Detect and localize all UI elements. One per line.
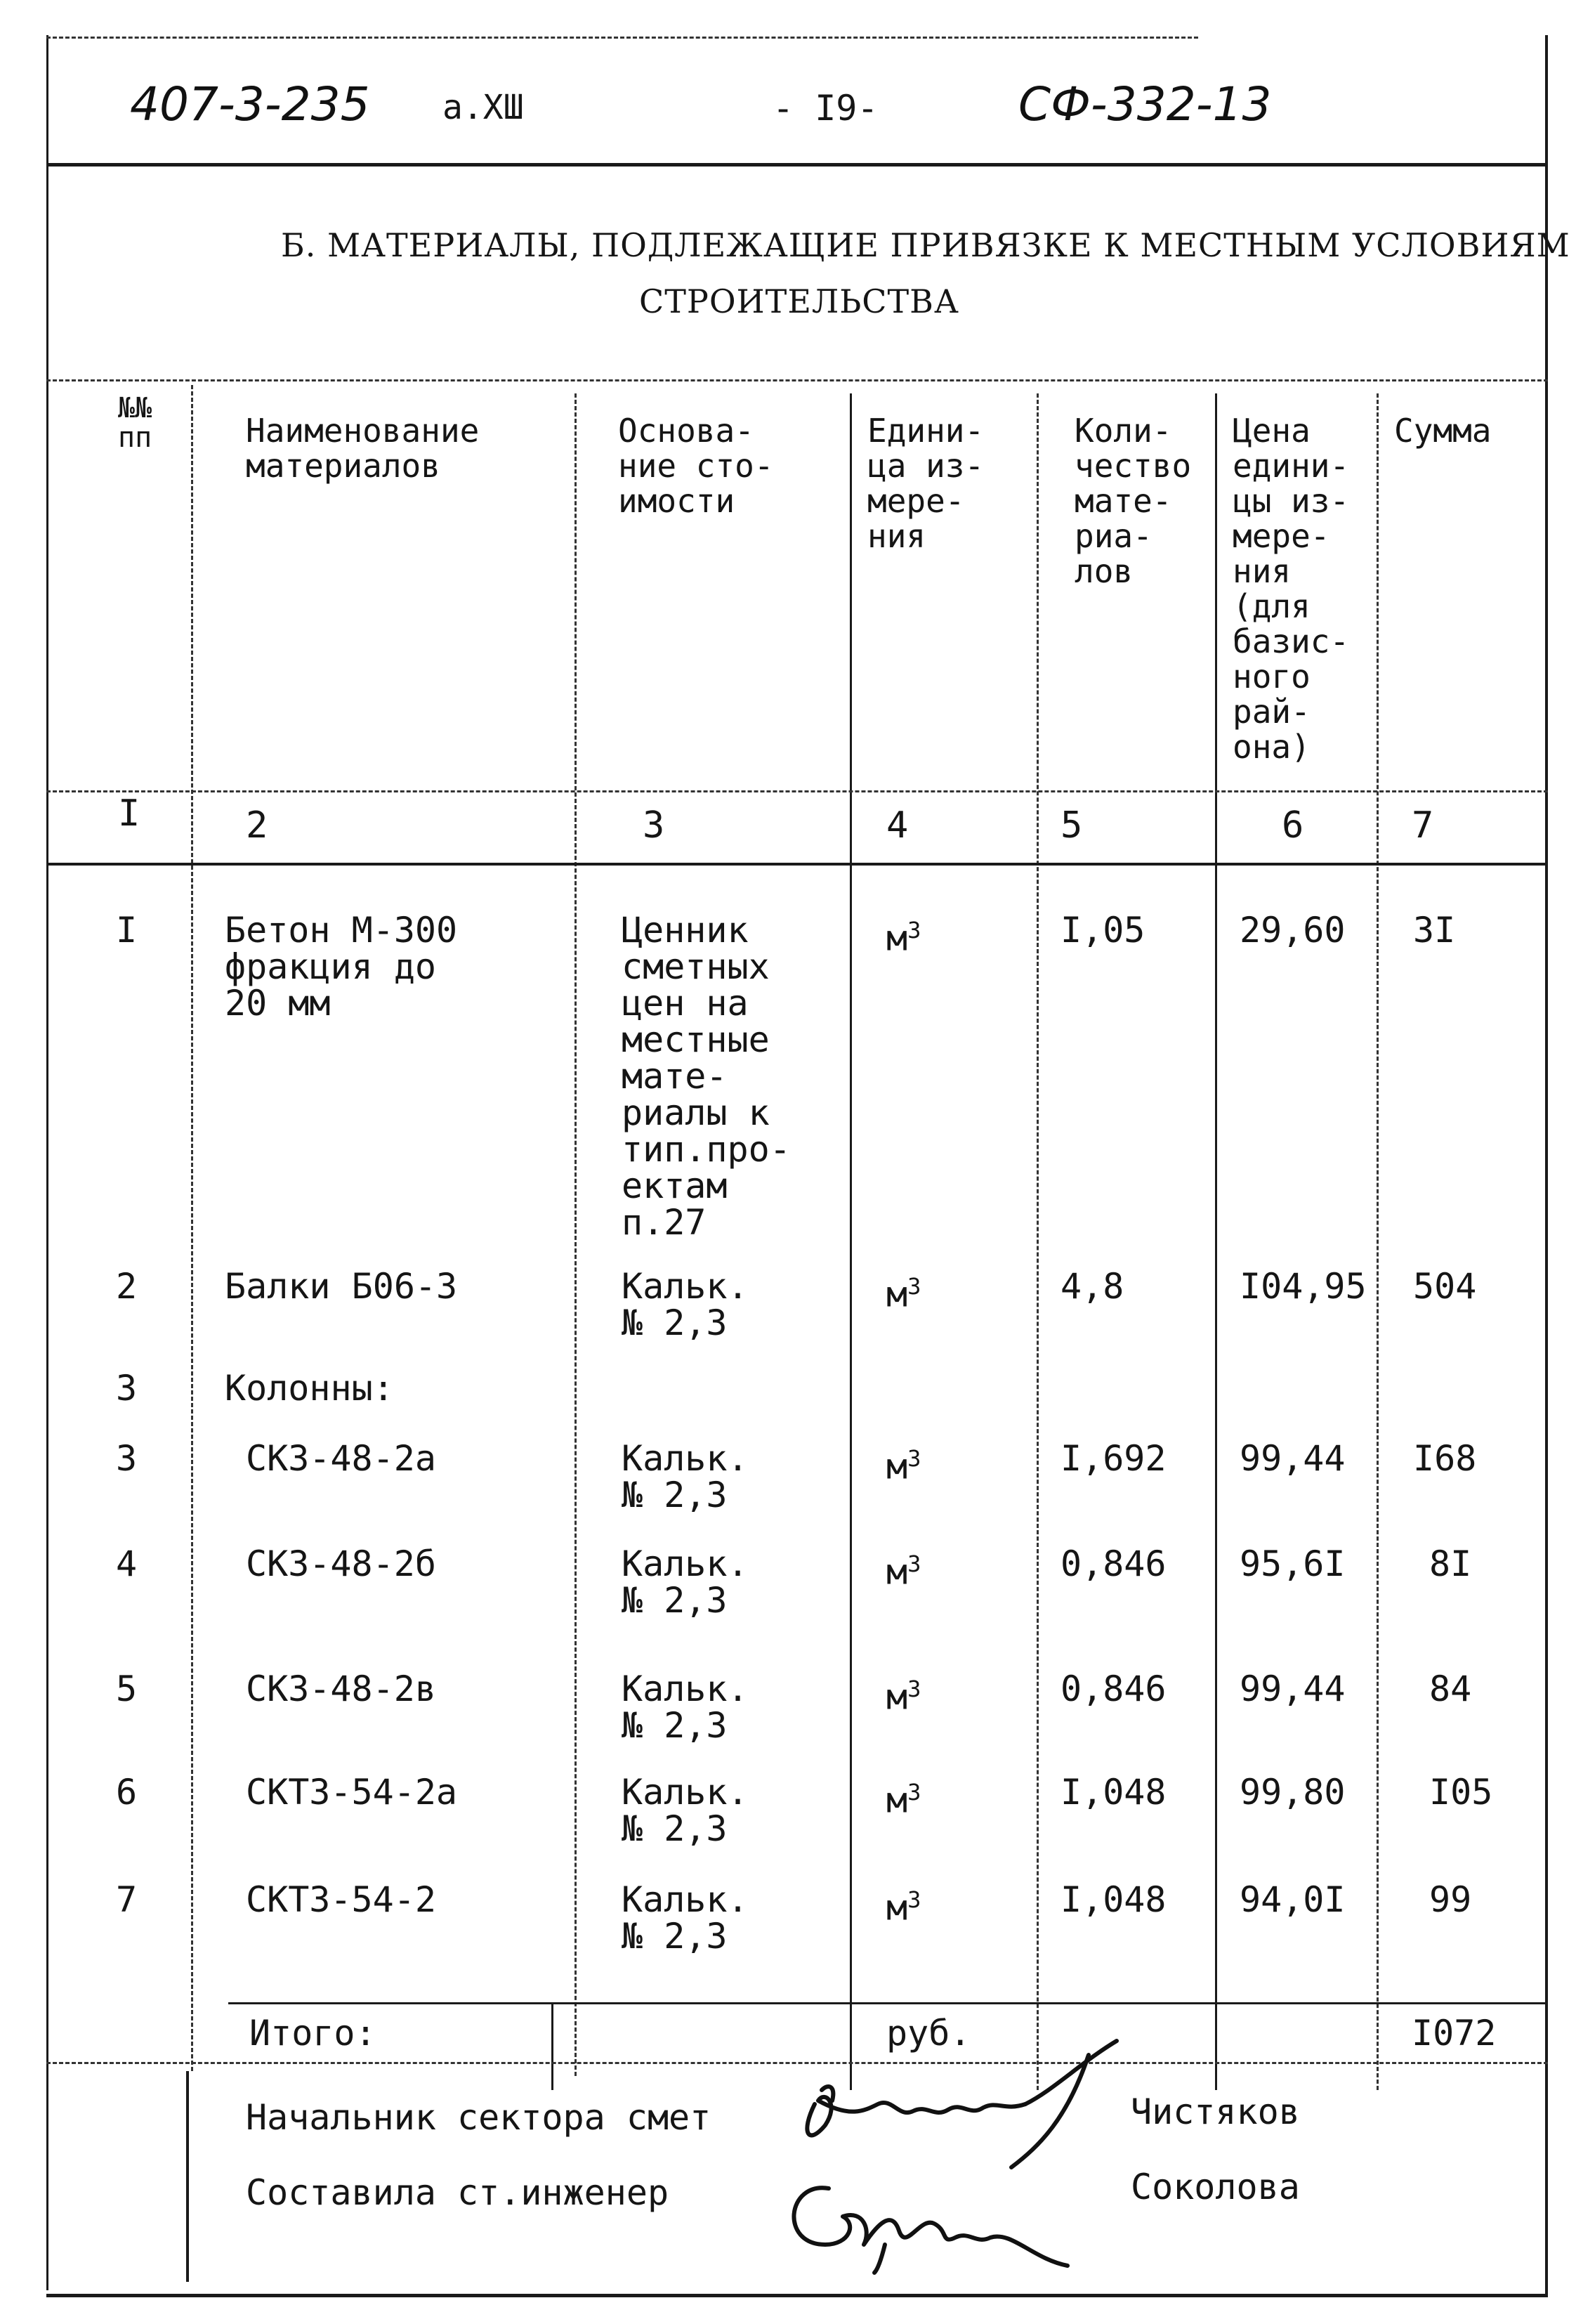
section-title-line2: СТРОИТЕЛЬСТВА [639, 282, 959, 320]
col-header-price: Цена едини- цы из- мере- ния (для базис- ного рай- она) [1233, 412, 1350, 766]
col-divider-1 [191, 385, 193, 2071]
row-unit-text: м [886, 918, 908, 959]
signature-role-1: Начальник сектора смет [246, 2097, 711, 2138]
col-number-6: 6 [1282, 804, 1304, 847]
unit-exponent: 3 [907, 1779, 921, 1806]
col-divider-3 [850, 393, 852, 2090]
row-no: 6 [116, 1772, 138, 1813]
row-unit [886, 912, 921, 957]
row-sum: 84 [1429, 1669, 1472, 1709]
col-divider-4 [1037, 393, 1039, 2090]
row-unit-text: м [886, 1274, 908, 1315]
unit-exponent: 3 [907, 1445, 921, 1472]
row-unit [886, 1546, 921, 1591]
row-unit [886, 1268, 921, 1313]
col-number-5: 5 [1060, 804, 1083, 847]
col-header-unit: Едини- ца из- мере- ния [867, 412, 985, 555]
row-unit [886, 1440, 921, 1485]
frame-left [46, 35, 48, 2290]
col-divider-6 [1377, 393, 1379, 2090]
row-unit-text: м [886, 1887, 908, 1928]
col-number-4: 4 [886, 804, 909, 847]
page-number: - I9- [773, 88, 879, 129]
row-price: I04,95 [1240, 1266, 1367, 1307]
col-header-no: №№ пп [118, 392, 152, 454]
row-basis: Кальк. № 2,3 [622, 1438, 749, 1515]
row-no: 3 [116, 1438, 138, 1479]
row-price: 29,60 [1240, 910, 1346, 951]
row-qty: I,048 [1060, 1879, 1167, 1920]
row-unit [886, 1671, 921, 1716]
row-unit-text: м [886, 1551, 908, 1593]
frame-bottom [46, 2294, 1548, 2297]
row-unit [886, 1881, 921, 1926]
row-no: 2 [116, 1266, 138, 1307]
frame-top [46, 37, 1198, 39]
colnum-bottom-rule [46, 863, 1548, 866]
row-unit [886, 1774, 921, 1819]
header-rule [46, 163, 1548, 167]
row-name: СКЗ-48-2а [246, 1438, 436, 1479]
row-price: 99,80 [1240, 1772, 1346, 1813]
row-qty: 4,8 [1060, 1266, 1124, 1307]
col-divider-1b [186, 2071, 189, 2282]
col-number-1: I [118, 792, 140, 835]
row-name: Колонны: [225, 1368, 394, 1409]
row-sum: 8I [1429, 1543, 1472, 1584]
row-qty: 0,846 [1060, 1543, 1167, 1584]
row-basis: Ценник сметных цен на местные мате- риалы к тип.про- ектам п.27 [622, 910, 791, 1243]
row-no: 7 [116, 1879, 138, 1920]
row-basis: Кальк. № 2,3 [622, 1266, 749, 1343]
header-bottom-rule [46, 790, 1548, 792]
row-sum: I05 [1429, 1772, 1493, 1813]
signature-role-2: Составила ст.инженер [246, 2172, 669, 2213]
row-unit-text: м [886, 1780, 908, 1821]
unit-exponent: 3 [907, 1551, 921, 1577]
row-basis: Кальк. № 2,3 [622, 1543, 749, 1621]
row-price: 94,0I [1240, 1879, 1346, 1920]
row-name: СКТЗ-54-2а [246, 1772, 458, 1813]
col-number-3: 3 [643, 804, 665, 847]
row-name: Балки Б06-3 [225, 1266, 458, 1307]
col-header-sum: Сумма [1394, 412, 1492, 450]
row-price: 99,44 [1240, 1438, 1346, 1479]
project-code: 407-3-235 [130, 77, 370, 131]
row-sum: 3I [1413, 910, 1456, 951]
signature-name-2: Соколова [1131, 2167, 1300, 2207]
row-basis: Кальк. № 2,3 [622, 1772, 749, 1849]
col-header-qty: Коли- чество мате- риа- лов [1075, 412, 1192, 590]
row-price: 95,6I [1240, 1543, 1346, 1584]
row-unit-text: м [886, 1676, 908, 1718]
total-sum: I072 [1412, 2013, 1497, 2054]
row-qty: I,692 [1060, 1438, 1167, 1479]
row-name: Бетон М-300 фракция до 20 мм [225, 910, 458, 1024]
row-no: I [116, 910, 138, 951]
row-basis: Кальк. № 2,3 [622, 1879, 749, 1957]
frame-right [1545, 35, 1548, 2297]
row-qty: I,048 [1060, 1772, 1167, 1813]
row-unit-text: м [886, 1446, 908, 1487]
col-header-basis: Основа- ние сто- имости [618, 412, 774, 520]
total-label: Итого: [249, 2013, 376, 2054]
col-divider-2 [574, 393, 577, 2076]
row-basis: Кальк. № 2,3 [622, 1669, 749, 1746]
unit-exponent: 3 [907, 917, 921, 944]
row-sum: I68 [1413, 1438, 1477, 1479]
row-price: 99,44 [1240, 1669, 1346, 1709]
unit-exponent: 3 [907, 1273, 921, 1300]
col-divider-2b [551, 2002, 553, 2090]
unit-exponent: 3 [907, 1886, 921, 1913]
total-unit: руб. [886, 2013, 971, 2054]
unit-exponent: 3 [907, 1676, 921, 1702]
row-name: СКЗ-48-2в [246, 1669, 436, 1709]
total-top-rule [228, 2002, 1548, 2004]
row-sum: 99 [1429, 1879, 1472, 1920]
handwritten-signatures [759, 2034, 1124, 2276]
row-qty: I,05 [1060, 910, 1145, 951]
title-rule [46, 379, 1548, 381]
row-name: СКЗ-48-2б [246, 1543, 436, 1584]
row-no: 5 [116, 1669, 138, 1709]
col-header-name: Наименование материалов [246, 412, 480, 485]
signature-name-1: Чистяков [1131, 2091, 1300, 2132]
row-no: 4 [116, 1543, 138, 1584]
col-number-2: 2 [246, 804, 268, 847]
row-sum: 504 [1413, 1266, 1477, 1307]
album-number: а.ХШ [442, 88, 524, 127]
row-no: 3 [116, 1368, 138, 1409]
col-number-7: 7 [1412, 804, 1434, 847]
col-divider-5 [1215, 393, 1217, 2090]
sheet-code: СФ-332-13 [1018, 77, 1272, 131]
row-name: СКТЗ-54-2 [246, 1879, 436, 1920]
section-title-line1: Б. МАТЕРИАЛЫ, ПОДЛЕЖАЩИЕ ПРИВЯЗКЕ К МЕСТНЫМ УСЛОВИЯМ [281, 226, 1570, 264]
row-qty: 0,846 [1060, 1669, 1167, 1709]
